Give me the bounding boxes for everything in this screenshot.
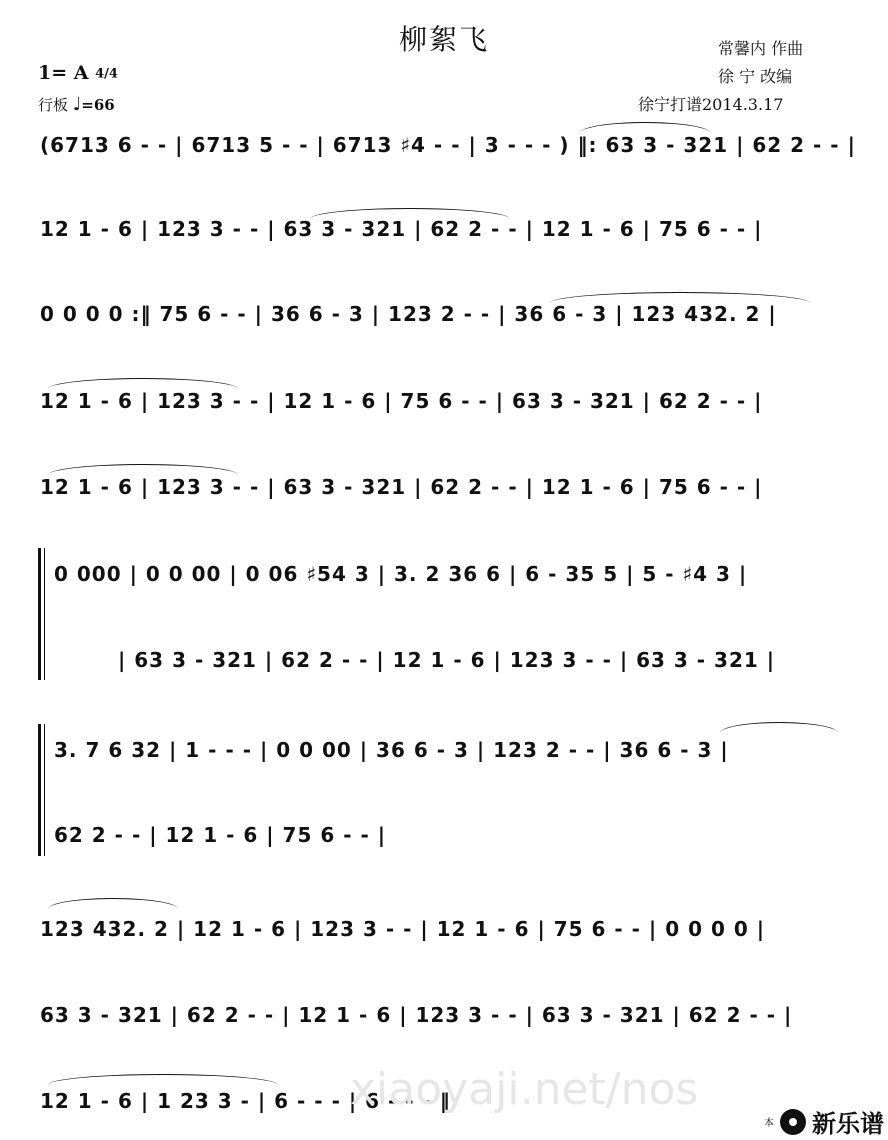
score-line-6-upper: 0 000 | 0 0 00 | 0 06 ♯54 3 | 3. 2 36 6 | 6 - 35 5 | 5 - ♯4 3 | xyxy=(54,562,748,586)
site-logo xyxy=(764,1104,884,1139)
slur-mark xyxy=(48,464,238,475)
quarter-note-icon: ♩ xyxy=(72,94,82,115)
slur-mark xyxy=(48,378,238,389)
slur-mark xyxy=(48,1074,278,1085)
slur-mark xyxy=(48,898,178,909)
score-line-7-lower: 62 2 - - | 12 1 - 6 | 75 6 - - | xyxy=(54,823,387,847)
tempo-value: =66 xyxy=(81,96,115,114)
composer-credit: 常馨内 作曲 xyxy=(718,39,804,58)
score-line-9: 63 3 - 321 | 62 2 - - | 12 1 - 6 | 123 3 - - | 63 3 - 321 | 62 2 - - | xyxy=(40,1003,793,1027)
time-signature: 4/4 xyxy=(95,66,118,82)
score-line-5: 12 1 - 6 | 123 3 - - | 63 3 - 321 | 62 2 - - | 12 1 - 6 | 75 6 - - | xyxy=(40,475,763,499)
score-line-8: 123 432. 2 | 12 1 - 6 | 123 3 - - | 12 1 - 6 | 75 6 - - | 0 0 0 0 | xyxy=(40,917,766,941)
logo-text: 新乐谱 xyxy=(812,1110,884,1138)
record-disc-icon xyxy=(780,1109,806,1135)
tempo-marking xyxy=(38,94,115,115)
score-line-4: 12 1 - 6 | 123 3 - - | 12 1 - 6 | 75 6 - - | 63 3 - 321 | 62 2 - - | xyxy=(40,389,763,413)
tempo-label: 行板 xyxy=(38,96,69,114)
logo-prefix: 本 xyxy=(764,1118,774,1129)
score-line-1: (6713 6 - - | 6713 5 - - | 6713 ♯4 - - | 3 - - - ) ‖: 63 3 - 321 | 62 2 - - | xyxy=(40,133,856,157)
score-line-2: 12 1 - 6 | 123 3 - - | 63 3 - 321 | 62 2 - - | 12 1 - 6 | 75 6 - - | xyxy=(40,217,763,241)
slur-mark xyxy=(720,722,838,733)
score-line-6-lower: | 63 3 - 321 | 62 2 - - | 12 1 - 6 | 123 3 - - | 63 3 - 321 | xyxy=(118,648,776,672)
system-bracket xyxy=(38,548,41,680)
score-line-7-upper: 3. 7 6 32 | 1 - - - | 0 0 00 | 36 6 - 3 | 123 2 - - | 36 6 - 3 | xyxy=(54,738,729,762)
slur-mark xyxy=(580,122,710,133)
score-line-3: 0 0 0 0 :‖ 75 6 - - | 36 6 - 3 | 123 2 - - | 36 6 - 3 | 123 432. 2 | xyxy=(40,302,777,326)
score-title: 柳絮飞 xyxy=(398,23,489,56)
slur-mark xyxy=(310,208,510,219)
key-signature xyxy=(38,62,118,84)
slur-mark xyxy=(550,292,810,303)
watermark: xiaoyaji.net/nos xyxy=(350,1064,699,1115)
transcriber-credit: 徐宁打谱2014.3.17 xyxy=(638,95,784,114)
arranger-credit: 徐 宁 改编 xyxy=(718,67,793,86)
score-line-10: 12 1 - 6 | 1 23 3 - | 6 - - - | 6 - - - ‖ xyxy=(40,1089,451,1113)
system-bracket xyxy=(38,724,41,856)
key-label: 1= A xyxy=(38,62,89,84)
